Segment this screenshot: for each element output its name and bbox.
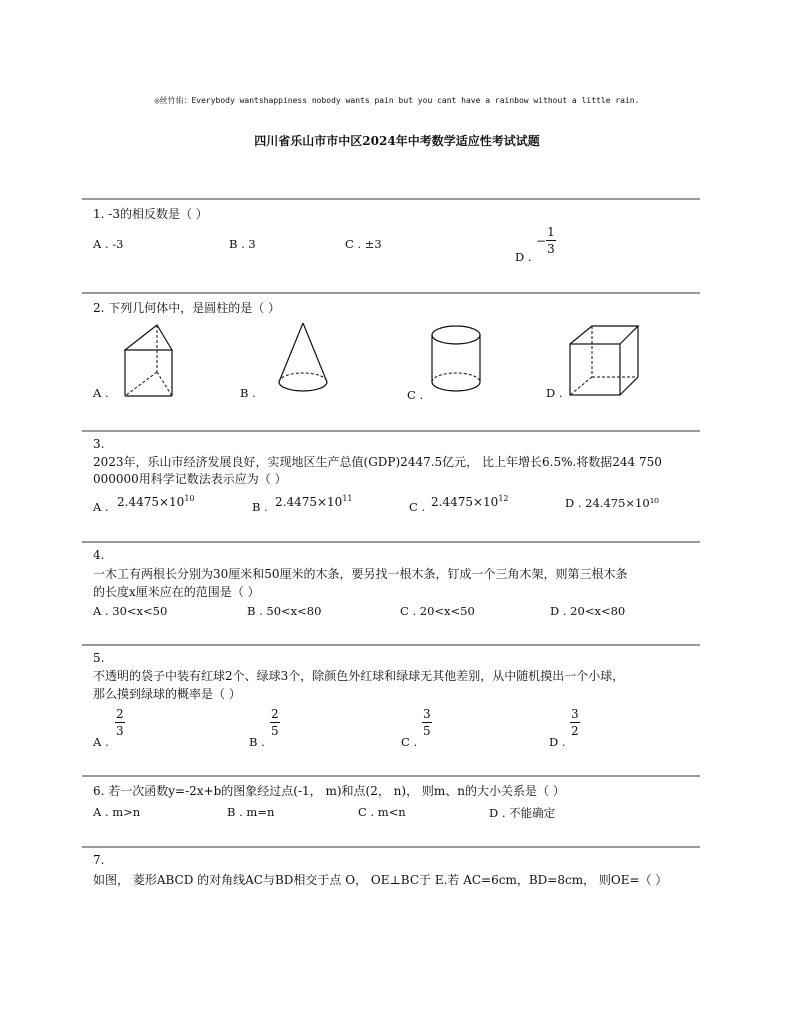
q5-option-d-fraction [570,708,580,737]
q5-stem-line2: 那么摸到绿球的概率是（ ） [93,687,241,701]
q5-stem-line1: 不透明的袋子中装有红球2个、绿球3个，除颜色外红球和绿球无其他差别，从中随机摸出一个小球， [93,669,625,683]
q3-option-b-value [275,494,353,509]
numerator: 2 [271,707,279,721]
divider [82,846,700,848]
page-motto: ◎丝竹佑：Everybody wantshappiness nobody wants pain but you cant have a rainbow without a little rain. [154,96,640,105]
q3-stem-line2: 000000用科学记数法表示应为（ ） [93,472,287,486]
base: 2.4475×10 [117,495,185,509]
divider [82,541,700,543]
numerator: 3 [571,707,579,721]
cube-figure [565,322,645,400]
q4-stem-line1: 一木工有两根长分别为30厘米和50厘米的木条，要另找一根木条，钉成一个三角木架，则第三根木条 [93,567,628,581]
q1-option-b[interactable]: B . 3 [229,237,256,251]
q1-option-c[interactable]: C . ±3 [345,237,382,251]
q6-option-b[interactable]: B . m=n [227,805,275,819]
minus-sign: − [536,233,547,248]
q3-option-b[interactable]: B . [252,500,268,514]
fraction [546,226,556,255]
divider [82,430,700,432]
exponent: 10 [184,494,195,503]
q7-number: 7. [93,853,105,867]
q4-option-c[interactable]: C . 20<x<50 [400,604,475,618]
q3-option-c[interactable]: C . [409,500,426,514]
q2-option-c[interactable]: C . [407,388,424,402]
q2-stem: 2. 下列几何体中，是圆柱的是（ ） [93,301,281,315]
denominator: 2 [571,724,579,738]
q5-option-c[interactable]: C . [401,735,418,749]
q3-option-c-value [431,494,509,509]
q5-option-d[interactable]: D . [549,735,566,749]
base: 2.4475×10 [275,495,343,509]
q1-stem: 1. -3的相反数是（ ） [93,207,208,221]
triangular-prism-figure [115,322,185,400]
numerator: 3 [423,707,431,721]
cone-figure [273,320,335,400]
q7-stem-line1: 如图， 菱形ABCD 的对角线AC与BD相交于点 O， OE⊥BC于 E.若 AC=6cm，BD=8cm， 则OE=（ ） [93,873,668,887]
q5-option-b[interactable]: B . [249,735,265,749]
q6-option-d[interactable]: D . 不能确定 [489,806,556,820]
base: 2.4475×10 [431,495,499,509]
cylinder-figure [428,320,486,400]
divider [82,644,700,646]
q4-option-a[interactable]: A . 30<x<50 [93,604,168,618]
denominator: 3 [547,242,555,256]
denominator: 3 [116,724,124,738]
q3-stem-line1: 2023年，乐山市经济发展良好，实现地区生产总值(GDP)2447.5亿元， 比上年增长6.5%.将数据244 750 [93,455,662,469]
q2-option-b[interactable]: B . [240,386,256,400]
exponent: 11 [342,494,353,503]
denominator: 5 [423,724,431,738]
q5-option-c-fraction [422,708,432,737]
q3-option-a-value [117,494,195,509]
q5-option-b-fraction [270,708,280,737]
divider [82,775,700,777]
q4-stem-line2: 的长度x厘米应在的范围是（ ） [93,585,260,599]
q6-stem: 6. 若一次函数y=-2x+b的图象经过点(-1， m)和点(2， n)， 则m、n的大小关系是（ ） [93,784,565,798]
q3-number: 3. [93,437,105,451]
q1-option-a[interactable]: A . -3 [93,237,124,251]
q4-option-b[interactable]: B . 50<x<80 [247,604,322,618]
q2-option-d[interactable]: D . [546,386,563,400]
exam-title: 四川省乐山市市中区2024年中考数学适应性考试试题 [254,134,540,148]
numerator: 1 [547,225,555,239]
numerator: 2 [116,707,124,721]
q4-number: 4. [93,548,105,562]
divider [82,198,700,200]
q5-option-a[interactable]: A . [93,735,109,749]
q1-option-d[interactable]: D . [515,250,532,264]
q2-option-a[interactable]: A . [93,386,109,400]
divider [82,292,700,294]
q5-number: 5. [93,651,105,665]
denominator: 5 [271,724,279,738]
q6-option-a[interactable]: A . m>n [93,805,141,819]
q4-option-d[interactable]: D . 20<x<80 [550,604,626,618]
exponent: 12 [498,494,509,503]
q1-option-d-value [536,226,556,255]
q3-option-a[interactable]: A . [93,500,109,514]
q5-option-a-fraction [115,708,125,737]
q6-option-c[interactable]: C . m<n [358,805,406,819]
q3-option-d[interactable]: D . 24.475×10¹⁰ [565,496,659,510]
